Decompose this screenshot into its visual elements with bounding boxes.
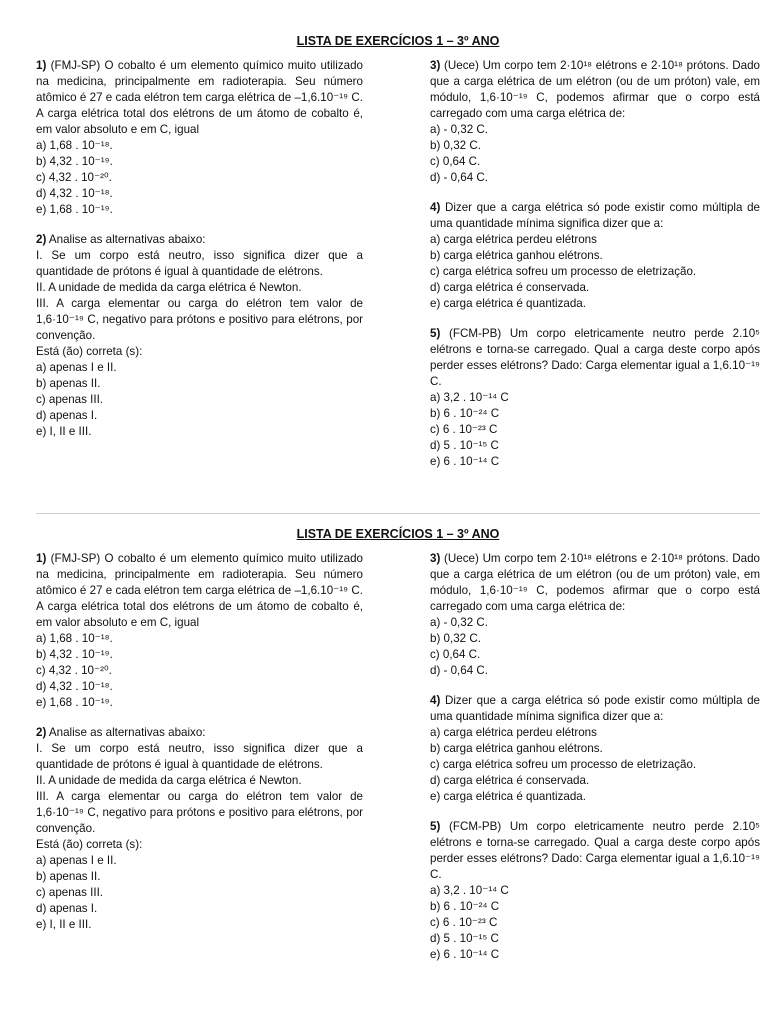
question-2-number: 2)	[36, 726, 47, 739]
statement: III. A carga elementar ou carga do elétron tem valor de 1,6·10⁻¹⁹ C, negativo para prótons e positivo para elétrons, por convenção.	[36, 790, 363, 835]
question-2	[36, 725, 363, 933]
option: c) 0,64 C.	[430, 155, 481, 168]
option: c) 0,64 C.	[430, 648, 481, 661]
sheet-title: LISTA DE EXERCÍCIOS 1 – 3º ANO	[296, 34, 500, 48]
question-4-number: 4)	[430, 201, 441, 214]
question-2-intro: 2) Analise as alternativas abaixo:	[36, 233, 206, 246]
option: d) 5 . 10⁻¹⁵ C	[430, 932, 499, 945]
statement: III. A carga elementar ou carga do elétron tem valor de 1,6·10⁻¹⁹ C, negativo para prótons e positivo para elétrons, por convenção.	[36, 297, 363, 342]
question-4	[430, 200, 760, 312]
question-5	[430, 819, 760, 963]
option: b) 4,32 . 10⁻¹⁹.	[36, 155, 113, 168]
option: b) carga elétrica ganhou elétrons.	[430, 742, 603, 755]
option: a) 1,68 . 10⁻¹⁸.	[36, 139, 113, 152]
option: c) 6 . 10⁻²³ C	[430, 423, 498, 436]
question-4	[430, 693, 760, 805]
option: c) 4,32 . 10⁻²⁰.	[36, 664, 112, 677]
option: b) 0,32 C.	[430, 632, 481, 645]
question-2-number: 2)	[36, 233, 47, 246]
option: e) I, II e III.	[36, 425, 92, 438]
option: c) 4,32 . 10⁻²⁰.	[36, 171, 112, 184]
option: b) 4,32 . 10⁻¹⁹.	[36, 648, 113, 661]
left-column	[36, 551, 363, 977]
question-5-number: 5)	[430, 820, 441, 833]
option: e) 1,68 . 10⁻¹⁹.	[36, 696, 113, 709]
question-4-number: 4)	[430, 694, 441, 707]
option: d) apenas I.	[36, 902, 98, 915]
columns	[36, 551, 760, 977]
question-1-number: 1)	[36, 552, 47, 565]
columns	[36, 58, 760, 484]
right-column	[430, 58, 760, 484]
statement: I. Se um corpo está neutro, isso significa dizer que a quantidade de prótons é igual à quantidade de elétrons.	[36, 249, 363, 278]
question-3-number: 3)	[430, 59, 441, 72]
option: c) carga elétrica sofreu um processo de eletrização.	[430, 265, 697, 278]
option: e) carga elétrica é quantizada.	[430, 297, 586, 310]
option: d) 4,32 . 10⁻¹⁸.	[36, 187, 113, 200]
option: d) 5 . 10⁻¹⁵ C	[430, 439, 499, 452]
question-3-number: 3)	[430, 552, 441, 565]
option: c) 6 . 10⁻²³ C	[430, 916, 498, 929]
right-column	[430, 551, 760, 977]
question-1-stem: 1) (FMJ-SP) O cobalto é um elemento químico muito utilizado na medicina, principalmente em radioterapia. Seu número atômico é 27 e cada elétron tem carga elétrica de –1,6.10⁻¹⁹ C. A carga elétrica total dos elétrons de um átomo de cobalto é, em valor absoluto e em C, igual	[36, 59, 363, 136]
question-1-number: 1)	[36, 59, 47, 72]
option: d) carga elétrica é conservada.	[430, 774, 590, 787]
statement: Está (ão) correta (s):	[36, 838, 143, 851]
statement: Está (ão) correta (s):	[36, 345, 143, 358]
option: a) carga elétrica perdeu elétrons	[430, 233, 597, 246]
option: a) 3,2 . 10⁻¹⁴ C	[430, 884, 509, 897]
statement: II. A unidade de medida da carga elétrica é Newton.	[36, 774, 302, 787]
divider	[36, 513, 760, 514]
option: d) apenas I.	[36, 409, 98, 422]
option: d) - 0,64 C.	[430, 664, 488, 677]
exercise-sheet-top	[36, 34, 760, 484]
question-3	[430, 58, 760, 186]
option: e) 6 . 10⁻¹⁴ C	[430, 455, 500, 468]
option: e) 6 . 10⁻¹⁴ C	[430, 948, 500, 961]
question-3-stem: 3) (Uece) Um corpo tem 2·10¹⁸ elétrons e 2·10¹⁸ prótons. Dado que a carga elétrica de um elétron (ou de um próton) vale, em módulo, 1,6·10⁻¹⁹ C, podemos afirmar que o corpo está carregado com uma carga elétrica de:	[430, 59, 760, 120]
option: e) 1,68 . 10⁻¹⁹.	[36, 203, 113, 216]
option: b) apenas II.	[36, 377, 101, 390]
question-5	[430, 326, 760, 470]
option: a) apenas I e II.	[36, 361, 117, 374]
option: a) - 0,32 C.	[430, 616, 488, 629]
option: d) carga elétrica é conservada.	[430, 281, 590, 294]
option: c) carga elétrica sofreu um processo de eletrização.	[430, 758, 697, 771]
option: a) 1,68 . 10⁻¹⁸.	[36, 632, 113, 645]
left-column	[36, 58, 363, 484]
statement: II. A unidade de medida da carga elétrica é Newton.	[36, 281, 302, 294]
exercise-sheet-bottom	[36, 527, 760, 977]
question-1	[36, 58, 363, 218]
sheet-title: LISTA DE EXERCÍCIOS 1 – 3º ANO	[296, 527, 500, 541]
question-4-stem: 4) Dizer que a carga elétrica só pode existir como múltipla de uma quantidade mínima significa dizer que a:	[430, 201, 760, 230]
option: a) carga elétrica perdeu elétrons	[430, 726, 597, 739]
question-5-stem: 5) (FCM-PB) Um corpo eletricamente neutro perde 2.10⁵ elétrons e torna-se carregado. Qual a carga deste corpo após perder esses elétrons? Dado: Carga elementar igual a 1,6.10⁻¹⁹ C.	[430, 820, 760, 881]
option: b) 6 . 10⁻²⁴ C	[430, 407, 500, 420]
statement: I. Se um corpo está neutro, isso significa dizer que a quantidade de prótons é igual à quantidade de elétrons.	[36, 742, 363, 771]
option: d) - 0,64 C.	[430, 171, 488, 184]
option: b) 0,32 C.	[430, 139, 481, 152]
option: a) apenas I e II.	[36, 854, 117, 867]
question-3-stem: 3) (Uece) Um corpo tem 2·10¹⁸ elétrons e 2·10¹⁸ prótons. Dado que a carga elétrica de um elétron (ou de um próton) vale, em módulo, 1,6·10⁻¹⁹ C, podemos afirmar que o corpo está carregado com uma carga elétrica de:	[430, 552, 760, 613]
option: c) apenas III.	[36, 886, 104, 899]
option: a) - 0,32 C.	[430, 123, 488, 136]
question-5-stem: 5) (FCM-PB) Um corpo eletricamente neutro perde 2.10⁵ elétrons e torna-se carregado. Qual a carga deste corpo após perder esses elétrons? Dado: Carga elementar igual a 1,6.10⁻¹⁹ C.	[430, 327, 760, 388]
option: a) 3,2 . 10⁻¹⁴ C	[430, 391, 509, 404]
question-1	[36, 551, 363, 711]
option: e) carga elétrica é quantizada.	[430, 790, 586, 803]
option: e) I, II e III.	[36, 918, 92, 931]
question-5-number: 5)	[430, 327, 441, 340]
option: b) 6 . 10⁻²⁴ C	[430, 900, 500, 913]
question-3	[430, 551, 760, 679]
question-2-intro: 2) Analise as alternativas abaixo:	[36, 726, 206, 739]
option: c) apenas III.	[36, 393, 104, 406]
option: b) carga elétrica ganhou elétrons.	[430, 249, 603, 262]
question-2	[36, 232, 363, 440]
question-4-stem: 4) Dizer que a carga elétrica só pode existir como múltipla de uma quantidade mínima significa dizer que a:	[430, 694, 760, 723]
option: d) 4,32 . 10⁻¹⁸.	[36, 680, 113, 693]
option: b) apenas II.	[36, 870, 101, 883]
question-1-stem: 1) (FMJ-SP) O cobalto é um elemento químico muito utilizado na medicina, principalmente em radioterapia. Seu número atômico é 27 e cada elétron tem carga elétrica de –1,6.10⁻¹⁹ C. A carga elétrica total dos elétrons de um átomo de cobalto é, em valor absoluto e em C, igual	[36, 552, 363, 629]
